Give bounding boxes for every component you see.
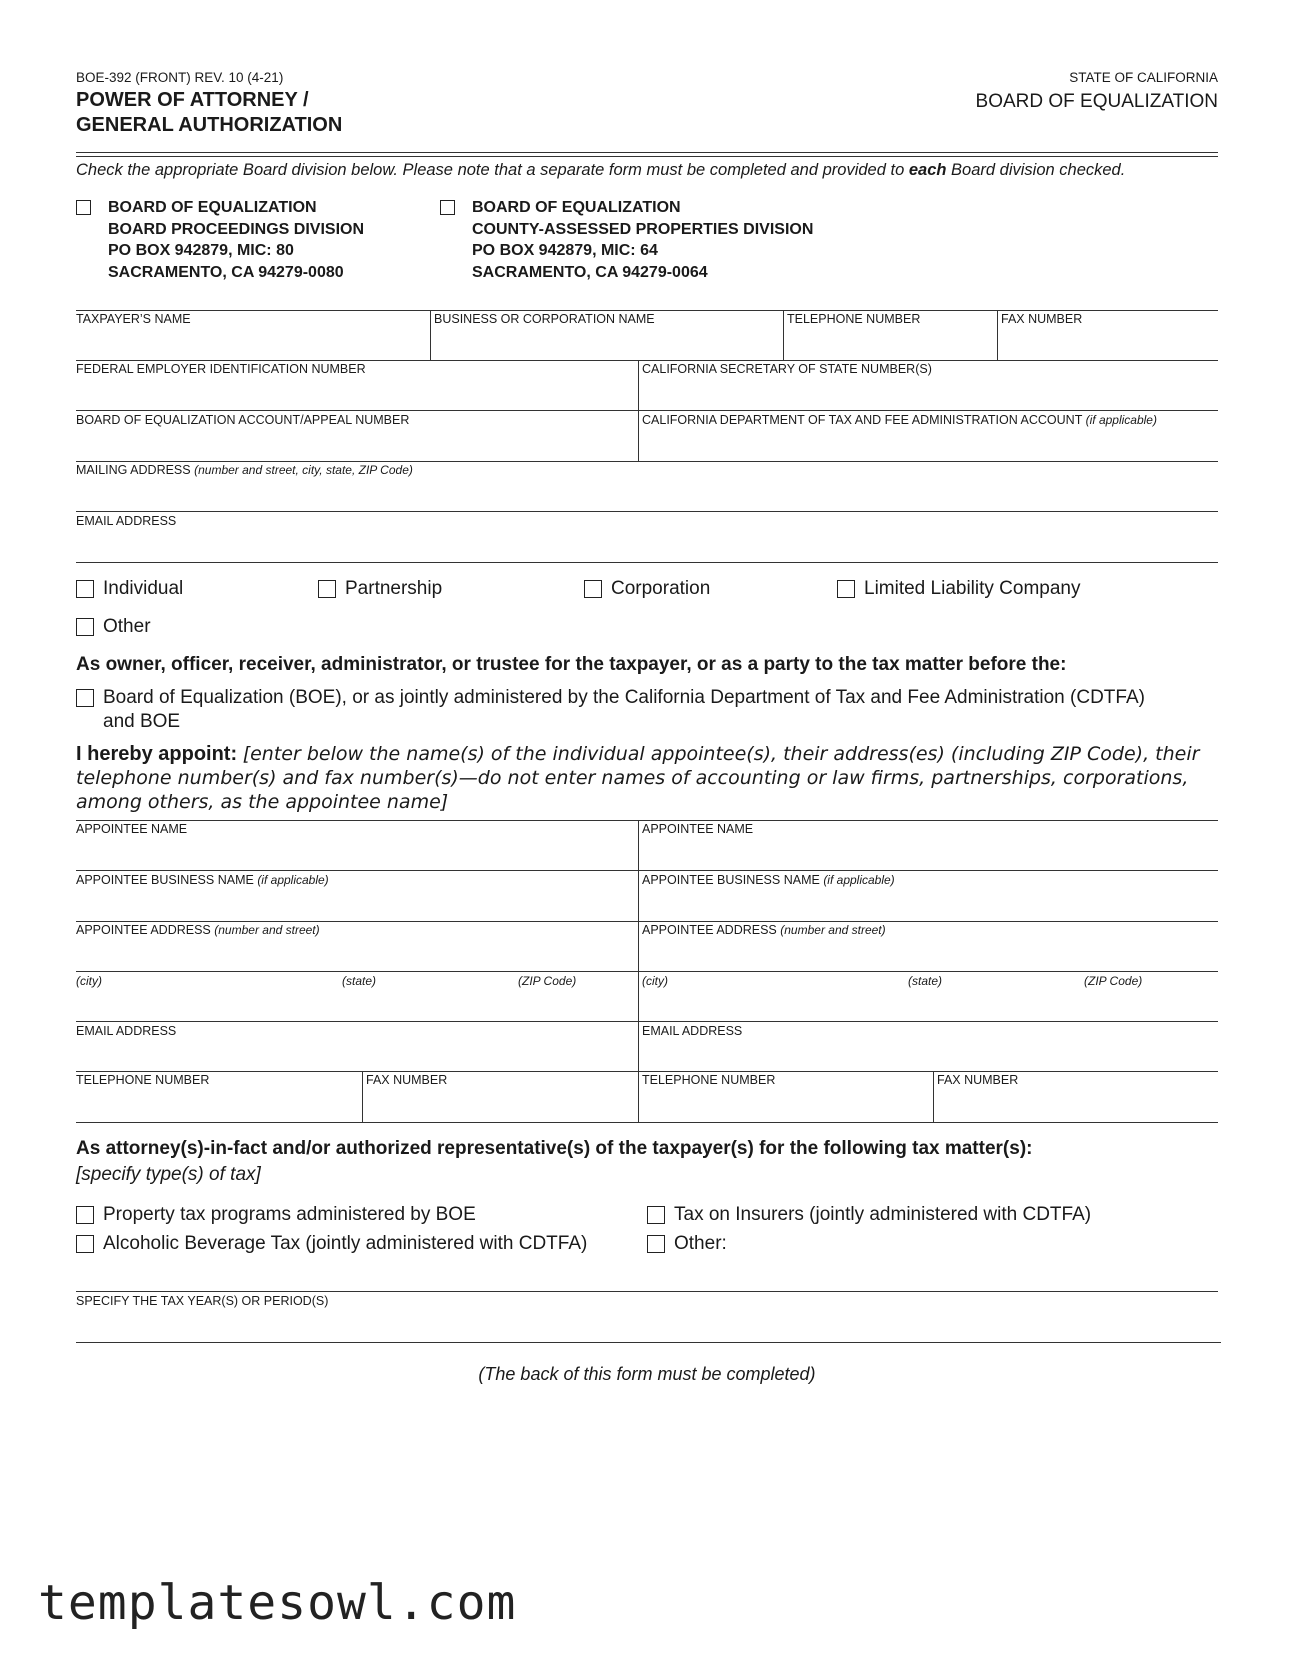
appointee1-fax-field[interactable] bbox=[366, 1087, 634, 1119]
appointee1-city-label bbox=[76, 974, 102, 988]
telephone-field[interactable] bbox=[787, 326, 993, 358]
tax-alcohol-checkbox[interactable] bbox=[76, 1235, 94, 1253]
form-title bbox=[76, 88, 342, 138]
appointee1-business-label bbox=[76, 873, 329, 887]
grid-line bbox=[76, 1122, 1218, 1123]
fein-field[interactable] bbox=[76, 376, 634, 408]
appointee2-address-note: (number and street) bbox=[780, 923, 886, 937]
grid-line bbox=[76, 921, 1218, 922]
mailing-address-label-text: MAILING ADDRESS bbox=[76, 463, 191, 477]
division-proceedings-checkbox[interactable] bbox=[76, 200, 91, 215]
appointee2-city-text: (city) bbox=[642, 974, 668, 988]
instructions-text: Check the appropriate Board division below. Please note that a separate form must be completed and provided to bbox=[76, 161, 909, 179]
appointee2-name-field[interactable] bbox=[642, 836, 1216, 868]
appointee2-business-note: (if applicable) bbox=[823, 873, 895, 887]
taxpayer-name-label: TAXPAYER’S NAME bbox=[76, 312, 191, 326]
grid-line bbox=[76, 820, 1218, 821]
entity-corporation-checkbox[interactable] bbox=[584, 580, 602, 598]
appointee1-city-text: (city) bbox=[76, 974, 102, 988]
appointee1-email-field[interactable] bbox=[76, 1038, 634, 1070]
appointee1-name-label: APPOINTEE NAME bbox=[76, 822, 188, 836]
business-name-label: BUSINESS OR CORPORATION NAME bbox=[434, 312, 655, 326]
tax-insurers[interactable] bbox=[647, 1204, 1091, 1226]
specify-type-note: [specify type(s) of tax] bbox=[76, 1164, 261, 1185]
entity-individual-label: Individual bbox=[103, 578, 184, 599]
appointee2-business-label bbox=[642, 873, 895, 887]
boe-option-checkbox[interactable] bbox=[76, 689, 94, 707]
mailing-address-note: (number and street, city, state, ZIP Code) bbox=[194, 463, 413, 477]
appointee1-address-field[interactable] bbox=[76, 937, 634, 969]
grid-line bbox=[76, 310, 1218, 311]
appoint-instructions: [enter below the name(s) of the individual appointee(s), their address(es) (including ZIP Code), their telephone number(s) and fax number(s)—do not enter names of accounting or law firms, partnerships, corporations, among others, as the appointee name] bbox=[76, 743, 1200, 813]
entity-partnership-checkbox[interactable] bbox=[318, 580, 336, 598]
appoint-lead: I hereby appoint: bbox=[76, 743, 238, 765]
grid-line bbox=[362, 1071, 363, 1122]
entity-individual-checkbox[interactable] bbox=[76, 580, 94, 598]
appointee1-telephone-field[interactable] bbox=[76, 1087, 358, 1119]
form-title-line1: POWER OF ATTORNEY / bbox=[76, 89, 309, 111]
appointee1-state-text: (state) bbox=[342, 974, 377, 988]
state-name: STATE OF CALIFORNIA bbox=[1069, 70, 1218, 85]
cdtfa-account-label-text: CALIFORNIA DEPARTMENT OF TAX AND FEE ADMINISTRATION ACCOUNT bbox=[642, 413, 1083, 427]
boe-account-label: BOARD OF EQUALIZATION ACCOUNT/APPEAL NUMBER bbox=[76, 413, 410, 427]
appointee2-telephone-label: TELEPHONE NUMBER bbox=[642, 1073, 776, 1087]
division-line: BOARD OF EQUALIZATION bbox=[108, 199, 317, 216]
entity-llc-label: Limited Liability Company bbox=[864, 578, 1081, 599]
fax-label: FAX NUMBER bbox=[1001, 312, 1083, 326]
appointee2-address-label-text: APPOINTEE ADDRESS bbox=[642, 923, 777, 937]
tax-other[interactable] bbox=[647, 1233, 727, 1255]
appointee1-address-note: (number and street) bbox=[214, 923, 320, 937]
mailing-address-label bbox=[76, 463, 413, 477]
tax-property[interactable] bbox=[76, 1204, 476, 1226]
tax-property-checkbox[interactable] bbox=[76, 1206, 94, 1224]
appointee2-city-label bbox=[642, 974, 668, 988]
tax-insurers-label: Tax on Insurers (jointly administered with CDTFA) bbox=[674, 1204, 1092, 1225]
telephone-label: TELEPHONE NUMBER bbox=[787, 312, 921, 326]
grid-line bbox=[76, 1342, 1221, 1343]
appointee2-address-label bbox=[642, 923, 886, 937]
cdtfa-account-note: (if applicable) bbox=[1085, 413, 1157, 427]
tax-property-label: Property tax programs administered by BOE bbox=[103, 1204, 476, 1225]
instructions-emphasis: each bbox=[908, 161, 947, 179]
watermark: templatesowl.com bbox=[38, 1575, 517, 1631]
appointee2-zip-text: (ZIP Code) bbox=[1084, 974, 1143, 988]
email-label: EMAIL ADDRESS bbox=[76, 514, 177, 528]
appointee1-business-label-text: APPOINTEE BUSINESS NAME bbox=[76, 873, 254, 887]
entity-individual[interactable] bbox=[76, 578, 183, 600]
appointee1-address-label-text: APPOINTEE ADDRESS bbox=[76, 923, 211, 937]
grid-line bbox=[76, 1021, 1218, 1022]
back-page-note: (The back of this form must be completed) bbox=[478, 1364, 816, 1384]
tax-insurers-checkbox[interactable] bbox=[647, 1206, 665, 1224]
grid-line bbox=[76, 1291, 1218, 1292]
appointee1-email-label: EMAIL ADDRESS bbox=[76, 1024, 177, 1038]
entity-corporation-label: Corporation bbox=[611, 578, 711, 599]
appointee1-zip-label bbox=[518, 974, 576, 988]
division-county-assessed-checkbox[interactable] bbox=[440, 200, 455, 215]
appointee2-email-field[interactable] bbox=[642, 1038, 1216, 1070]
entity-llc[interactable] bbox=[837, 578, 1081, 600]
fein-label: FEDERAL EMPLOYER IDENTIFICATION NUMBER bbox=[76, 362, 366, 376]
appointee1-state-label bbox=[342, 974, 376, 988]
appointee1-address-label bbox=[76, 923, 320, 937]
division-line: COUNTY-ASSESSED PROPERTIES DIVISION bbox=[472, 220, 814, 238]
grid-line bbox=[933, 1071, 934, 1122]
cdtfa-account-label bbox=[642, 413, 1157, 427]
form-title-line2: GENERAL AUTHORIZATION bbox=[76, 114, 343, 136]
appoint-statement bbox=[76, 742, 1218, 814]
appointee2-zip-label bbox=[1084, 974, 1142, 988]
instructions-text-end: Board division checked. bbox=[946, 161, 1126, 179]
grid-line bbox=[997, 310, 998, 360]
entity-other[interactable] bbox=[76, 616, 151, 638]
boe-account-field[interactable] bbox=[76, 427, 634, 459]
division-line: SACRAMENTO, CA 94279-0064 bbox=[472, 263, 708, 281]
grid-line bbox=[76, 511, 1218, 512]
grid-line bbox=[783, 310, 784, 360]
tax-other-label: Other: bbox=[674, 1233, 727, 1254]
grid-line bbox=[76, 870, 1218, 871]
grid-line bbox=[76, 562, 1218, 563]
grid-line bbox=[76, 971, 1218, 972]
header-divider bbox=[76, 152, 1218, 157]
appointee2-telephone-field[interactable] bbox=[642, 1087, 929, 1119]
agency-name: BOARD OF EQUALIZATION bbox=[975, 91, 1218, 112]
attorney-statement: As attorney(s)-in-fact and/or authorized representative(s) of the taxpayer(s) for the following tax matter(s): bbox=[76, 1138, 1033, 1159]
tax-alcohol-label: Alcoholic Beverage Tax (jointly administered with CDTFA) bbox=[103, 1233, 588, 1254]
form-number: BOE-392 (FRONT) REV. 10 (4-21) bbox=[76, 70, 284, 85]
appointee2-address-field[interactable] bbox=[642, 937, 1216, 969]
taxpayer-name-field[interactable] bbox=[76, 326, 426, 358]
appointee2-fax-field[interactable] bbox=[937, 1087, 1216, 1119]
appointee1-fax-label: FAX NUMBER bbox=[366, 1073, 448, 1087]
entity-other-checkbox[interactable] bbox=[76, 618, 94, 636]
division-line: PO BOX 942879, MIC: 64 bbox=[472, 242, 658, 259]
appointee1-zip-text: (ZIP Code) bbox=[518, 974, 577, 988]
grid-line bbox=[430, 310, 431, 360]
appointee1-business-field[interactable] bbox=[76, 887, 634, 919]
appointee2-fax-label: FAX NUMBER bbox=[937, 1073, 1019, 1087]
entity-llc-checkbox[interactable] bbox=[837, 580, 855, 598]
grid-line bbox=[76, 410, 1218, 411]
division-county-assessed bbox=[440, 197, 813, 283]
boe-option[interactable] bbox=[76, 687, 1145, 709]
email-field[interactable] bbox=[76, 528, 1216, 560]
division-line: BOARD OF EQUALIZATION bbox=[472, 199, 681, 216]
cdtfa-account-field[interactable] bbox=[642, 427, 1216, 459]
tax-other-field[interactable] bbox=[736, 1233, 1216, 1261]
appointee2-state-label bbox=[908, 974, 942, 988]
boe-option-label: Board of Equalization (BOE), or as jointly administered by the California Department of Tax and Fee Administration (CDTFA) bbox=[103, 687, 1145, 708]
tax-years-field[interactable] bbox=[76, 1308, 1216, 1340]
division-instructions bbox=[76, 161, 1125, 180]
appointee1-telephone-label: TELEPHONE NUMBER bbox=[76, 1073, 210, 1087]
owner-statement: As owner, officer, receiver, administrator, or trustee for the taxpayer, or as a party to the tax matter before the: bbox=[76, 654, 1067, 675]
entity-other-label: Other bbox=[103, 616, 151, 637]
appointee1-city-state-zip-field[interactable] bbox=[76, 988, 634, 1020]
entity-corporation[interactable] bbox=[584, 578, 710, 600]
appointee1-name-field[interactable] bbox=[76, 836, 634, 868]
business-name-field[interactable] bbox=[434, 326, 779, 358]
appointee1-business-note: (if applicable) bbox=[257, 873, 329, 887]
appointee2-email-label: EMAIL ADDRESS bbox=[642, 1024, 743, 1038]
division-line: SACRAMENTO, CA 94279-0080 bbox=[108, 263, 344, 281]
appointee2-business-field[interactable] bbox=[642, 887, 1216, 919]
tax-other-checkbox[interactable] bbox=[647, 1235, 665, 1253]
grid-line bbox=[76, 360, 1218, 361]
appointee2-business-label-text: APPOINTEE BUSINESS NAME bbox=[642, 873, 820, 887]
grid-line bbox=[76, 461, 1218, 462]
division-proceedings bbox=[76, 197, 364, 283]
division-line: PO BOX 942879, MIC: 80 bbox=[108, 242, 294, 259]
division-line: BOARD PROCEEDINGS DIVISION bbox=[108, 220, 365, 238]
tax-years-label: SPECIFY THE TAX YEAR(S) OR PERIOD(S) bbox=[76, 1294, 329, 1308]
sos-number-field[interactable] bbox=[642, 376, 1216, 408]
mailing-address-field[interactable] bbox=[76, 477, 1216, 509]
appointee2-city-state-zip-field[interactable] bbox=[642, 988, 1216, 1020]
boe-option-label-cont: and BOE bbox=[103, 711, 181, 732]
appointee2-state-text: (state) bbox=[908, 974, 943, 988]
fax-field[interactable] bbox=[1001, 326, 1216, 358]
sos-number-label: CALIFORNIA SECRETARY OF STATE NUMBER(S) bbox=[642, 362, 932, 376]
entity-partnership-label: Partnership bbox=[345, 578, 443, 599]
entity-partnership[interactable] bbox=[318, 578, 442, 600]
appointee2-name-label: APPOINTEE NAME bbox=[642, 822, 754, 836]
grid-line bbox=[76, 1071, 1218, 1072]
tax-alcohol[interactable] bbox=[76, 1233, 587, 1255]
